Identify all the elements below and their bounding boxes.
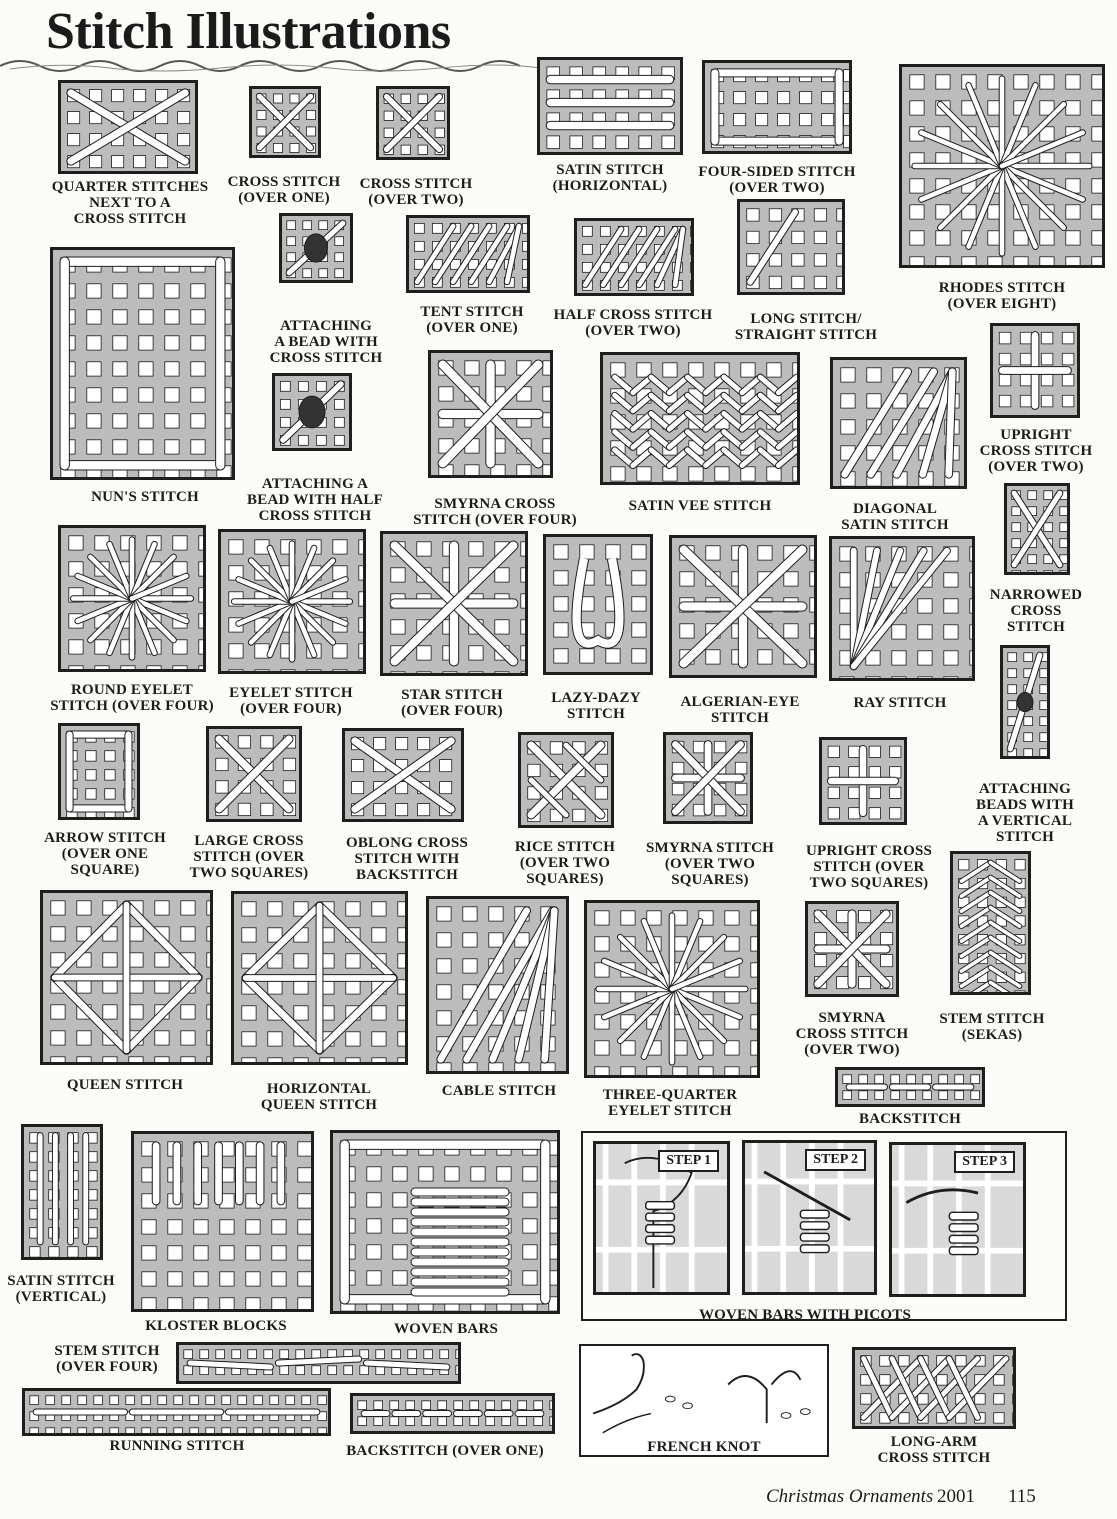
diagram-attaching-bead-cross bbox=[279, 213, 353, 283]
diagram-upright-cross-over-two-drawing bbox=[993, 326, 1077, 415]
diagram-beads-vertical bbox=[1000, 645, 1050, 759]
label-round-eyelet: ROUND EYELET STITCH (OVER FOUR) bbox=[50, 682, 214, 714]
diagram-backstitch bbox=[835, 1067, 985, 1107]
diagram-quarter-stitches-drawing bbox=[61, 83, 195, 171]
label-long-stitch: LONG STITCH/ STRAIGHT STITCH bbox=[734, 311, 878, 343]
diagram-half-cross-drawing bbox=[577, 221, 691, 293]
diagram-diagonal-satin-drawing bbox=[833, 360, 964, 486]
label-running: RUNNING STITCH bbox=[109, 1438, 245, 1454]
diagram-rhodes-stitch-drawing bbox=[902, 67, 1102, 265]
diagram-narrowed-cross bbox=[1004, 483, 1070, 575]
diagram-ray-stitch bbox=[829, 536, 975, 681]
label-satin-vertical: SATIN STITCH (VERTICAL) bbox=[7, 1273, 115, 1305]
label-woven-picots: WOVEN BARS WITH PICOTS bbox=[698, 1307, 912, 1323]
diagram-satin-vee bbox=[600, 352, 800, 485]
diagram-satin-vertical-drawing bbox=[24, 1127, 100, 1257]
diagram-woven-bars bbox=[330, 1130, 560, 1314]
label-arrow: ARROW STITCH (OVER ONE SQUARE) bbox=[44, 830, 166, 878]
label-stem-four: STEM STITCH (OVER FOUR) bbox=[54, 1343, 160, 1375]
diagram-long-stitch-drawing bbox=[740, 202, 842, 292]
label-bead-half: ATTACHING A BEAD WITH HALF CROSS STITCH bbox=[247, 476, 383, 524]
step-1-tag: STEP 1 bbox=[658, 1150, 719, 1172]
label-four-sided: FOUR-SIDED STITCH (OVER TWO) bbox=[698, 164, 856, 196]
label-half-cross: HALF CROSS STITCH (OVER TWO) bbox=[553, 307, 713, 339]
diagram-kloster-blocks bbox=[131, 1131, 314, 1312]
diagram-tent-stitch-drawing bbox=[409, 218, 527, 290]
label-three-quarter: THREE-QUARTER EYELET STITCH bbox=[602, 1087, 738, 1119]
diagram-narrowed-cross-drawing bbox=[1007, 486, 1067, 572]
diagram-eyelet-stitch-drawing bbox=[221, 532, 363, 671]
diagram-four-sided-drawing bbox=[705, 63, 849, 151]
diagram-oblong-cross bbox=[342, 728, 464, 822]
label-stem-sekas: STEM STITCH (SEKAS) bbox=[939, 1011, 1045, 1043]
diagram-long-arm-cross bbox=[852, 1347, 1016, 1429]
step-2-tag: STEP 2 bbox=[805, 1149, 866, 1171]
diagram-queen-stitch-drawing bbox=[43, 893, 210, 1062]
label-long-arm: LONG-ARM CROSS STITCH bbox=[877, 1434, 991, 1466]
label-satin-horizontal: SATIN STITCH (HORIZONTAL) bbox=[552, 162, 668, 194]
diagram-diagonal-satin bbox=[830, 357, 967, 489]
label-backstitch-one: BACKSTITCH (OVER ONE) bbox=[346, 1443, 544, 1459]
diagram-quarter-stitches bbox=[58, 80, 198, 174]
diagram-stem-over-four bbox=[176, 1342, 461, 1384]
diagram-arrow-stitch bbox=[58, 723, 140, 820]
label-woven-bars: WOVEN BARS bbox=[393, 1321, 499, 1337]
label-oblong: OBLONG CROSS STITCH WITH BACKSTITCH bbox=[345, 835, 468, 883]
label-upright-cross-two: UPRIGHT CROSS STITCH (OVER TWO) bbox=[979, 427, 1093, 475]
page-title: Stitch Illustrations bbox=[46, 3, 451, 60]
label-tent: TENT STITCH (OVER ONE) bbox=[420, 304, 524, 336]
label-algerian: ALGERIAN-EYE STITCH bbox=[680, 694, 800, 726]
diagram-arrow-stitch-drawing bbox=[61, 726, 137, 817]
diagram-smyrna-over-four-drawing bbox=[431, 353, 550, 475]
label-star: STAR STITCH (OVER FOUR) bbox=[401, 687, 503, 719]
footer-page-number: 115 bbox=[1008, 1486, 1036, 1507]
label-diagonal-satin: DIAGONAL SATIN STITCH bbox=[841, 501, 949, 533]
label-queen: QUEEN STITCH bbox=[66, 1077, 184, 1093]
diagram-smyrna-over-four bbox=[428, 350, 553, 478]
label-smyrna-two: SMYRNA CROSS STITCH (OVER TWO) bbox=[795, 1010, 909, 1058]
diagram-nuns-stitch bbox=[50, 247, 235, 480]
label-rice: RICE STITCH (OVER TWO SQUARES) bbox=[514, 839, 616, 887]
label-backstitch: BACKSTITCH bbox=[858, 1111, 962, 1127]
label-eyelet: EYELET STITCH (OVER FOUR) bbox=[229, 685, 353, 717]
label-ray: RAY STITCH bbox=[853, 695, 947, 711]
diagram-rice-stitch-drawing bbox=[521, 735, 611, 825]
diagram-star-stitch bbox=[380, 531, 528, 676]
label-beads-vertical: ATTACHING BEADS WITH A VERTICAL STITCH bbox=[975, 781, 1074, 845]
diagram-cross-stitch-over-one bbox=[249, 86, 321, 158]
label-large-cross: LARGE CROSS STITCH (OVER TWO SQUARES) bbox=[189, 833, 309, 881]
diagram-long-stitch bbox=[737, 199, 845, 295]
diagram-round-eyelet bbox=[58, 525, 206, 672]
label-h-queen: HORIZONTAL QUEEN STITCH bbox=[260, 1081, 378, 1113]
diagram-three-quarter-eyelet bbox=[584, 900, 760, 1078]
diagram-algerian-eye-drawing bbox=[672, 538, 814, 675]
diagram-backstitch-over-one bbox=[350, 1393, 555, 1434]
diagram-attaching-bead-cross-drawing bbox=[282, 216, 350, 280]
diagram-tent-stitch bbox=[406, 215, 530, 293]
label-upright-cross-squares: UPRIGHT CROSS STITCH (OVER TWO SQUARES) bbox=[805, 843, 933, 891]
diagram-satin-vee-drawing bbox=[603, 355, 797, 482]
diagram-oblong-cross-drawing bbox=[345, 731, 461, 819]
label-cross-over-one: CROSS STITCH (OVER ONE) bbox=[227, 174, 341, 206]
label-lazy-dazy: LAZY-DAZY STITCH bbox=[551, 690, 641, 722]
diagram-satin-horizontal-drawing bbox=[540, 60, 680, 152]
label-quarter-stitches: QUARTER STITCHES NEXT TO A CROSS STITCH bbox=[51, 179, 209, 227]
footer-year: 2001 bbox=[937, 1486, 975, 1507]
step-3-panel bbox=[889, 1142, 1026, 1297]
diagram-long-arm-cross-drawing bbox=[855, 1350, 1013, 1426]
diagram-half-cross bbox=[574, 218, 694, 296]
diagram-ray-stitch-drawing bbox=[832, 539, 972, 678]
diagram-running-stitch bbox=[22, 1388, 331, 1436]
diagram-stem-over-four-drawing bbox=[179, 1345, 458, 1381]
label-bead-cross: ATTACHING A BEAD WITH CROSS STITCH bbox=[269, 318, 383, 366]
diagram-rice-stitch bbox=[518, 732, 614, 828]
diagram-upright-cross-squares bbox=[819, 737, 907, 825]
label-narrowed: NARROWED CROSS STITCH bbox=[989, 587, 1083, 635]
diagram-nuns-stitch-drawing bbox=[53, 250, 232, 477]
label-smyrna-two-squares: SMYRNA STITCH (OVER TWO SQUARES) bbox=[645, 840, 775, 888]
diagram-smyrna-over-two bbox=[805, 901, 899, 997]
diagram-cross-stitch-over-one-drawing bbox=[252, 89, 318, 155]
diagram-lazy-dazy-drawing bbox=[546, 537, 650, 672]
diagram-cross-stitch-over-two-drawing bbox=[379, 89, 447, 157]
diagram-horizontal-queen-drawing bbox=[234, 894, 405, 1062]
diagram-backstitch-drawing bbox=[838, 1070, 982, 1104]
diagram-smyrna-two-squares bbox=[663, 732, 753, 824]
label-satin-vee: SATIN VEE STITCH bbox=[628, 498, 772, 514]
diagram-attaching-bead-half-cross bbox=[272, 373, 352, 451]
diagram-four-sided bbox=[702, 60, 852, 154]
diagram-backstitch-over-one-drawing bbox=[353, 1396, 552, 1431]
diagram-satin-vertical bbox=[21, 1124, 103, 1260]
diagram-queen-stitch bbox=[40, 890, 213, 1065]
diagram-eyelet-stitch bbox=[218, 529, 366, 674]
label-smyrna-four: SMYRNA CROSS STITCH (OVER FOUR) bbox=[413, 496, 577, 528]
diagram-large-cross bbox=[206, 726, 302, 822]
label-rhodes: RHODES STITCH (OVER EIGHT) bbox=[938, 280, 1066, 312]
diagram-cable-stitch bbox=[426, 896, 569, 1074]
step-3-tag: STEP 3 bbox=[954, 1151, 1015, 1173]
label-french-knot: FRENCH KNOT bbox=[647, 1439, 761, 1455]
label-cross-over-two: CROSS STITCH (OVER TWO) bbox=[359, 176, 473, 208]
diagram-running-stitch-drawing bbox=[25, 1391, 328, 1433]
diagram-rhodes-stitch bbox=[899, 64, 1105, 268]
footer-magazine: Christmas Ornaments bbox=[766, 1486, 934, 1507]
label-kloster: KLOSTER BLOCKS bbox=[145, 1318, 287, 1334]
title-flourish bbox=[0, 54, 540, 76]
diagram-three-quarter-eyelet-drawing bbox=[587, 903, 757, 1075]
diagram-stem-sekas-drawing bbox=[953, 854, 1028, 992]
diagram-smyrna-two-squares-drawing bbox=[666, 735, 750, 821]
diagram-cable-stitch-drawing bbox=[429, 899, 566, 1071]
diagram-woven-bars-drawing bbox=[333, 1133, 557, 1311]
diagram-attaching-bead-half-cross-drawing bbox=[275, 376, 349, 448]
diagram-large-cross-drawing bbox=[209, 729, 299, 819]
diagram-upright-cross-over-two bbox=[990, 323, 1080, 418]
diagram-upright-cross-squares-drawing bbox=[822, 740, 904, 822]
diagram-cross-stitch-over-two bbox=[376, 86, 450, 160]
diagram-algerian-eye bbox=[669, 535, 817, 678]
diagram-satin-horizontal bbox=[537, 57, 683, 155]
label-nuns: NUN'S STITCH bbox=[91, 489, 199, 505]
diagram-kloster-blocks-drawing bbox=[134, 1134, 311, 1309]
diagram-round-eyelet-drawing bbox=[61, 528, 203, 669]
diagram-star-stitch-drawing bbox=[383, 534, 525, 673]
diagram-horizontal-queen bbox=[231, 891, 408, 1065]
diagram-beads-vertical-drawing bbox=[1003, 648, 1047, 756]
diagram-stem-sekas bbox=[950, 851, 1031, 995]
label-cable: CABLE STITCH bbox=[441, 1083, 557, 1099]
step-1-panel bbox=[593, 1141, 730, 1295]
step-2-panel bbox=[742, 1140, 877, 1295]
diagram-lazy-dazy bbox=[543, 534, 653, 675]
diagram-smyrna-over-two-drawing bbox=[808, 904, 896, 994]
